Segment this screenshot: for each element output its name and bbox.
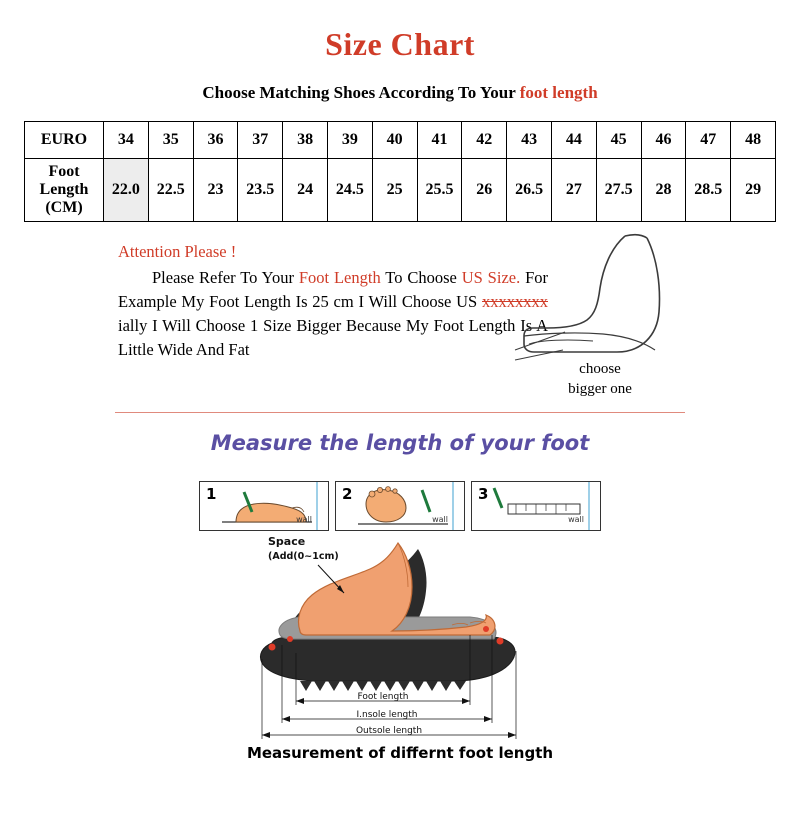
table-row-euro xyxy=(25,122,776,159)
length-cell: 23.5 xyxy=(238,159,283,222)
size-chart-page xyxy=(0,26,800,826)
length-cell: 28 xyxy=(641,159,686,222)
attention-line3a: Will Choose US xyxy=(368,291,482,311)
row-label-line3: (CM) xyxy=(45,198,83,216)
length-cell: 24.5 xyxy=(327,159,372,222)
euro-cell: 36 xyxy=(193,122,238,159)
length-cell: 26 xyxy=(462,159,507,222)
euro-cell: 35 xyxy=(148,122,193,159)
wall-label: wall xyxy=(432,515,448,524)
row-label-euro: EURO xyxy=(25,122,104,159)
attention-line1a: Please Refer To Your xyxy=(152,267,299,287)
measure-steps xyxy=(0,481,800,531)
measure-section-title: Measure the length of your foot xyxy=(210,431,590,455)
euro-cell: 34 xyxy=(104,122,149,159)
row-label-line2: Length xyxy=(39,181,89,199)
attention-strikethrough: xxxxxxxx xyxy=(482,291,548,311)
length-cell: 26.5 xyxy=(507,159,552,222)
length-cell: 22.0 xyxy=(104,159,149,222)
attention-line3b: ially I Will Choose 1 Size xyxy=(118,315,292,335)
attention-line4: Bigger Because My Foot Length Is A Little Wide xyxy=(118,315,548,359)
measure-step-1 xyxy=(199,481,329,531)
attention-line5: And Fat xyxy=(195,339,250,359)
euro-cell: 42 xyxy=(462,122,507,159)
length-cell: 25.5 xyxy=(417,159,462,222)
foot-measurement-diagram xyxy=(0,535,800,740)
length-cell: 28.5 xyxy=(686,159,731,222)
euro-cell: 45 xyxy=(596,122,641,159)
section-divider xyxy=(115,412,685,413)
euro-cell: 40 xyxy=(372,122,417,159)
table-row-foot-length xyxy=(25,159,776,222)
space-label-line1: Space xyxy=(268,535,306,548)
length-cell: 23 xyxy=(193,159,238,222)
attention-line1-highlight: Foot Length xyxy=(298,267,381,287)
choose-bigger-label xyxy=(520,360,680,399)
attention-text xyxy=(118,240,548,362)
attention-block xyxy=(0,240,800,425)
attention-heading: Attention Please ! xyxy=(118,242,237,261)
length-cell: 29 xyxy=(731,159,776,222)
space-label-line2: (Add(0~1cm) xyxy=(268,550,339,562)
attention-line2-highlight: US Size. xyxy=(461,267,521,287)
wall-line-icon xyxy=(452,482,454,530)
step-number: 1 xyxy=(206,485,217,503)
euro-cell: 46 xyxy=(641,122,686,159)
foot-diagram-svg xyxy=(0,535,800,740)
length-cell: 22.5 xyxy=(148,159,193,222)
euro-cell: 39 xyxy=(327,122,372,159)
dimension-label-outsole-length: Outsole length xyxy=(355,726,423,736)
attention-body xyxy=(118,266,548,362)
choose-label-line2: bigger one xyxy=(568,380,632,397)
euro-cell: 48 xyxy=(731,122,776,159)
length-cell: 25 xyxy=(372,159,417,222)
attention-line2b: For Example My Foot Length Is 25 cm I xyxy=(118,267,549,311)
euro-cell: 41 xyxy=(417,122,462,159)
wall-line-icon xyxy=(316,482,318,530)
size-table-wrapper xyxy=(24,121,776,222)
row-label-foot-length xyxy=(25,159,104,222)
diagram-caption: Measurement of differnt foot length xyxy=(246,744,554,762)
euro-cell: 44 xyxy=(551,122,596,159)
length-cell: 27 xyxy=(551,159,596,222)
subtitle-prefix: Choose Matching Shoes According To Your xyxy=(202,83,520,102)
length-cell: 24 xyxy=(283,159,328,222)
euro-cell: 43 xyxy=(507,122,552,159)
wall-label: wall xyxy=(296,515,312,524)
attention-line1b: To Choose xyxy=(380,267,457,287)
measure-step-2 xyxy=(335,481,465,531)
dimension-label-foot-length: Foot length xyxy=(357,692,409,702)
step-number: 3 xyxy=(478,485,489,503)
length-cell: 27.5 xyxy=(596,159,641,222)
euro-cell: 37 xyxy=(238,122,283,159)
page-subtitle xyxy=(0,83,800,103)
subtitle-highlight: foot length xyxy=(519,83,598,102)
euro-cell: 47 xyxy=(686,122,731,159)
size-table xyxy=(24,121,776,222)
wall-line-icon xyxy=(588,482,590,530)
page-title: Size Chart xyxy=(325,26,475,62)
row-label-line1: Foot xyxy=(48,163,80,181)
measure-step-3 xyxy=(471,481,601,531)
dimension-label-insole-length: I.nsole length xyxy=(356,710,418,720)
wall-label: wall xyxy=(568,515,584,524)
space-label xyxy=(268,535,339,563)
step-number: 2 xyxy=(342,485,353,503)
euro-cell: 38 xyxy=(283,122,328,159)
choose-label-line1: choose xyxy=(579,361,621,377)
